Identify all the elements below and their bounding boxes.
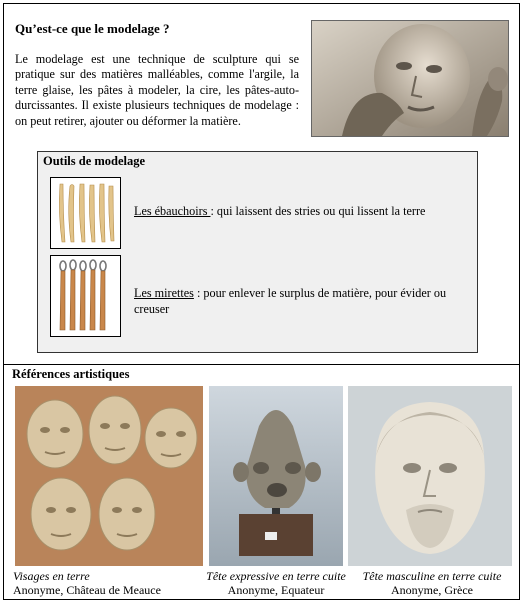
- ebauchoirs-term: Les ébauchoirs: [134, 204, 211, 218]
- artwork-credit: Anonyme, Château de Meauce: [13, 582, 161, 597]
- tools-title: Outils de modelage: [43, 154, 146, 168]
- artwork-credit: Anonyme, Grèce: [391, 582, 473, 597]
- artwork-image-tete-expressive: [209, 386, 343, 566]
- references-title: Références artistiques: [12, 367, 130, 381]
- mirettes-image: [50, 255, 121, 337]
- intro-title: Qu’est-ce que le modelage ?: [15, 21, 170, 36]
- artwork-title: Tête expressive en terre cuite: [206, 569, 346, 583]
- mirettes-text: Les mirettes : pour enlever le surplus de matière, pour évider ou creuser: [134, 286, 447, 316]
- artwork-credit: Anonyme, Equateur: [227, 582, 325, 597]
- tools-box: [37, 151, 478, 353]
- artwork-caption-tete-masculine: [350, 570, 514, 597]
- artwork-caption-visages: [13, 570, 161, 597]
- artwork-title: Tête masculine en terre cuite: [362, 569, 502, 583]
- artwork-image-visages: [15, 386, 203, 566]
- section-divider: [3, 364, 520, 365]
- ebauchoirs-text: Les ébauchoirs : qui laissent des stries ou qui lissent la terre: [134, 204, 426, 218]
- artwork-title: Visages en terre: [13, 569, 90, 583]
- modelling-photo: [311, 20, 509, 137]
- intro-paragraph: Le modelage est une technique de sculpture qui se pratique sur des matières malléables, comme l'argile, la terre glaise, les pâtes à modeler, la cire, les pâtes-auto-durcissantes. Il existe plusieurs techniques de modelage : on peut retirer, ajouter ou déformer la matière.: [15, 52, 299, 128]
- artwork-caption-tete-expressive: [204, 570, 348, 597]
- mirettes-term: Les mirettes: [134, 286, 194, 300]
- ebauchoirs-image: [50, 177, 121, 249]
- artwork-image-tete-masculine: [348, 386, 512, 566]
